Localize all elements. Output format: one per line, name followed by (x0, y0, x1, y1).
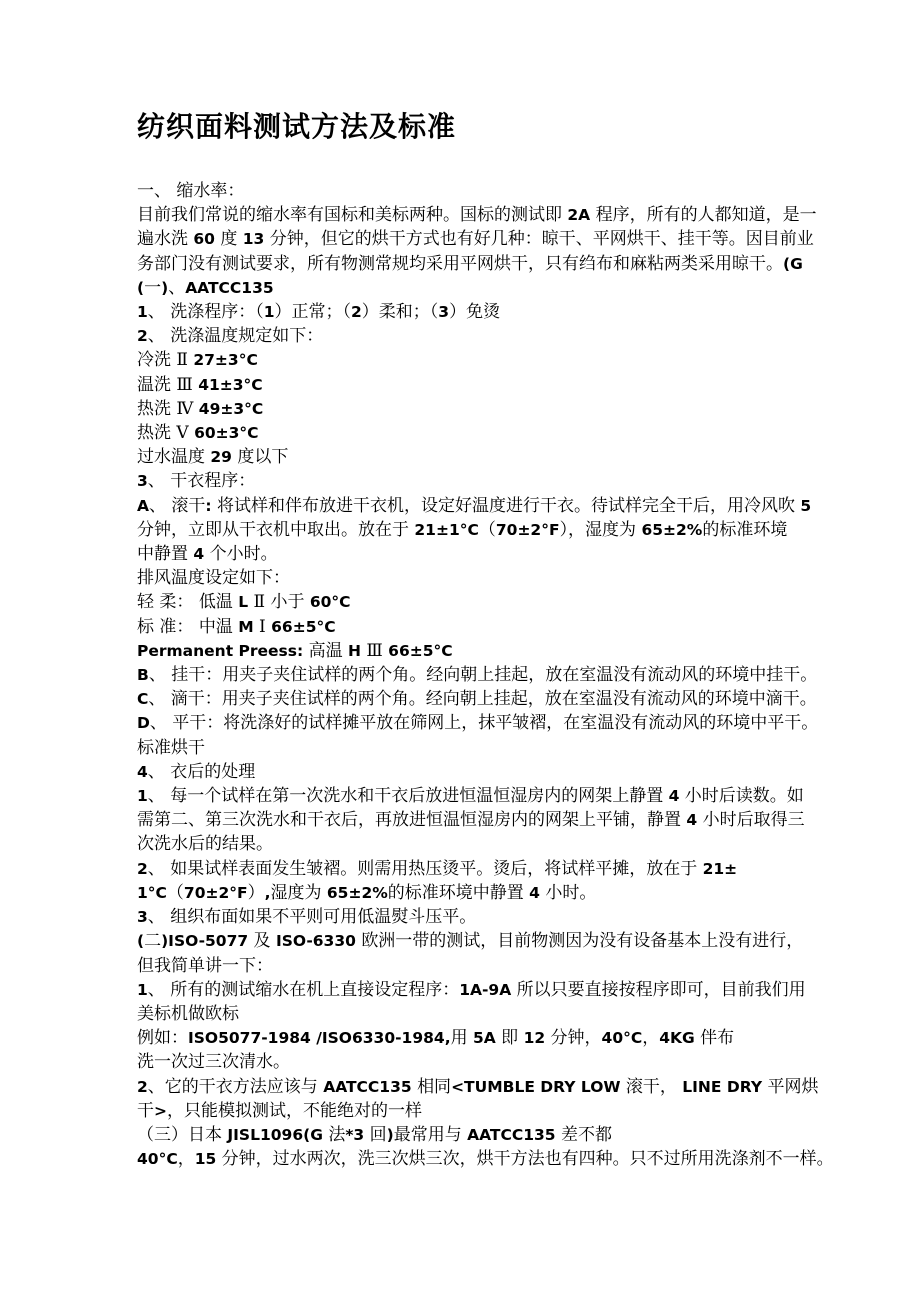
text-line: 4、 衣后的处理 (137, 761, 256, 782)
latin-text-run (171, 400, 176, 418)
text-line: 中静置 4 个小时。 (137, 544, 278, 565)
latin-text-run: 66±5°C (265, 617, 336, 636)
document-title: 纺织面料测试方法及标准 (137, 110, 457, 143)
text-line: 2、 如果试样表面发生皱褶。则需用热压烫平。烫后，将试样平摊，放在于 21± (137, 858, 738, 879)
latin-text-run: L (232, 593, 254, 612)
text-line: 一、 缩水率： (137, 181, 245, 201)
latin-text-run: 49±3°C (193, 399, 264, 418)
text-line: 干>，只能模拟测试，不能绝对的一样 (137, 1100, 422, 1121)
latin-text-run: 5 (795, 496, 812, 515)
text-line: 但我简单讲一下： (137, 955, 273, 976)
text-line: 1、 洗涤程序：（1）正常；（2）柔和；（3）免烫 (137, 302, 501, 323)
latin-text-run: ( (137, 278, 145, 297)
latin-text-run (165, 690, 170, 708)
latin-text-run: ISO5077-1984 /ISO6330-1984, (188, 1029, 451, 1048)
latin-text-run: 60°C (304, 593, 351, 612)
latin-text-run: 2 (137, 859, 148, 878)
text-line: 务部门没有测试要求，所有物测常规均采用平网烘干，只有绉布和麻粘两类采用晾干。(G (137, 253, 803, 274)
text-line: 2、 洗涤温度规定如下： (137, 326, 324, 347)
latin-text-run (171, 182, 176, 200)
latin-text-run: JISL1096(G (222, 1125, 329, 1144)
text-line: 热洗 Ⅴ 60±3°C (137, 423, 259, 444)
text-line: 热洗 Ⅳ 49±3°C (137, 398, 264, 419)
text-line: 3、 干衣程序： (137, 471, 256, 492)
latin-text-run (166, 666, 171, 684)
text-line: 1°C（70±2°F）,湿度为 65±2%的标准环境中静置 4 小时。 (137, 882, 597, 903)
latin-text-run (154, 593, 159, 611)
latin-text-run: 2A (562, 206, 596, 225)
latin-text-run (165, 860, 170, 878)
text-line: D、 平干：将洗涤好的试样摊平放在筛网上，抹平皱褶，在室温没有流动风的环境中平干。 (137, 713, 819, 734)
text-line: 轻 柔： 低温 L Ⅱ 小于 60°C (137, 592, 351, 613)
latin-text-run: H (342, 641, 367, 660)
latin-text-run: , (264, 883, 271, 902)
latin-text-run: AATCC135 (185, 278, 274, 297)
latin-text-run: ) (161, 278, 169, 297)
latin-text-run (167, 714, 172, 732)
latin-text-run: 4 (523, 883, 546, 902)
latin-text-run: 2 (137, 327, 148, 346)
latin-text-run (165, 327, 170, 345)
latin-text-run (171, 351, 176, 369)
latin-text-run: 1°C (137, 883, 167, 902)
latin-text-run: : (205, 496, 218, 515)
latin-text-run: 4KG (659, 1029, 701, 1048)
latin-text-run: 60 (188, 230, 221, 249)
latin-text-run (165, 763, 170, 781)
text-line: 目前我们常说的缩水率有国标和美标两种。国标的测试即 2A 程序，所有的人都知道，是一 (137, 205, 817, 226)
latin-text-run: <TUMBLE DRY LOW (451, 1077, 626, 1096)
latin-text-run: 1A-9A (459, 980, 517, 999)
latin-text-run: 1 (137, 980, 148, 999)
text-line: 2、它的干衣方法应该与 AATCC135 相同<TUMBLE DRY LOW 滚干， LINE DRY 平网烘 (137, 1076, 819, 1097)
latin-text-run: C (137, 690, 149, 709)
latin-text-run: 66±5°C (382, 641, 453, 660)
latin-text-run: ) (386, 1125, 394, 1144)
latin-text-run (193, 593, 198, 611)
document-body (137, 179, 837, 1171)
text-line: A、 滚干: 将试样和伴布放进干衣机，设定好温度进行干衣。待试样完全干后，用冷风吹 5 (137, 495, 812, 516)
latin-text-run (193, 618, 198, 636)
latin-text-run: )ISO-5077 (161, 932, 254, 951)
latin-text-run (154, 618, 159, 636)
latin-text-run: 40°C (137, 1150, 178, 1169)
latin-text-run (171, 424, 176, 442)
latin-text-run: Permanent Preess: (137, 641, 309, 660)
latin-text-run (166, 497, 171, 515)
text-line: 冷洗 Ⅱ 27±3°C (137, 350, 258, 371)
latin-text-run: 4 (188, 545, 210, 564)
text-line: Permanent Preess: 高温 H Ⅲ 66±5°C (137, 640, 453, 661)
text-line: 需第二、第三次洗水和干衣后，再放进恒温恒湿房内的网架上平铺，静置 4 小时后取得三 (137, 810, 805, 831)
text-line: （三）日本 JISL1096(G 法*3 回)最常用与 AATCC135 差不都 (137, 1124, 612, 1145)
latin-text-run: 4 (137, 762, 148, 781)
latin-text-run: ( (137, 932, 145, 951)
latin-text-run: 29 (205, 448, 238, 467)
latin-text-run: 65±2% (636, 520, 703, 539)
latin-text-run: 21± (697, 859, 738, 878)
latin-text-run: 60±3°C (188, 424, 259, 443)
text-line: 次洗水后的结果。 (137, 834, 273, 855)
latin-text-run: (G (783, 254, 803, 273)
latin-text-run: 3 (137, 908, 148, 927)
text-line: (一)、AATCC135 (137, 277, 274, 298)
text-line: 1、 所有的测试缩水在机上直接设定程序：1A-9A 所以只要直接按程序即可，目前我们用 (137, 979, 806, 1000)
text-line: 标准烘干 (137, 737, 205, 758)
text-line: 分钟，立即从干衣机中取出。放在于 21±1°C（70±2°F），湿度为 65±2%的标准环境 (137, 519, 788, 540)
text-line: 洗一次过三次清水。 (137, 1052, 290, 1073)
latin-text-run: 27±3°C (187, 351, 258, 370)
latin-text-run: ISO-6330 (270, 932, 362, 951)
text-line: 3、 组织布面如果不平则可用低温熨斗压平。 (137, 907, 477, 928)
text-line: 1、 每一个试样在第一次洗水和干衣后放进恒温恒湿房内的网架上静置 4 小时后读数。如 (137, 786, 804, 807)
latin-text-run: 21±1°C (409, 520, 479, 539)
latin-text-run: AATCC135 (317, 1077, 418, 1096)
latin-text-run: 12 (518, 1029, 551, 1048)
latin-text-run (171, 376, 176, 394)
latin-text-run: 5A (467, 1029, 502, 1048)
latin-text-run: A (137, 496, 149, 515)
latin-text-run (165, 472, 170, 490)
latin-text-run: 2 (351, 303, 362, 322)
text-line: 美标机做欧标 (137, 1003, 239, 1024)
text-line: 温洗 Ⅲ 41±3°C (137, 374, 263, 395)
text-line: 例如：ISO5077-1984 /ISO6330-1984,用 5A 即 12 分钟，40°C，4KG 伴布 (137, 1028, 735, 1049)
text-line: 40°C，15 分钟，过水两次，洗三次烘三次，烘干方法也有四种。只不过所用洗涤剂不一样。 (137, 1149, 834, 1170)
latin-text-run: 4 (681, 811, 703, 830)
latin-text-run: M (232, 617, 260, 636)
latin-text-run: *3 (345, 1125, 370, 1144)
latin-text-run: 70±2°F (183, 883, 248, 902)
latin-text-run: 40°C (601, 1029, 643, 1048)
latin-text-run: 3 (438, 303, 450, 322)
latin-text-run: 4 (663, 787, 685, 806)
latin-text-run (165, 787, 170, 805)
latin-text-run: 15 (194, 1150, 222, 1169)
text-line: (二)ISO-5077 及 ISO-6330 欧洲一带的测试，目前物测因为没有设备基本上没有进行， (137, 931, 804, 952)
latin-text-run: > (154, 1101, 167, 1120)
text-line: 标 准： 中温 M Ⅰ 66±5°C (137, 616, 336, 637)
latin-text-run: B (137, 666, 149, 685)
latin-text-run (165, 303, 170, 321)
latin-text-run: LINE DRY (676, 1077, 768, 1096)
latin-text-run (265, 593, 270, 611)
latin-text-run: 13 (237, 230, 270, 249)
latin-text-run: 1 (263, 303, 275, 322)
latin-text-run: 41±3°C (192, 375, 263, 394)
latin-text-run: 1 (137, 787, 148, 806)
text-line: B、 挂干：用夹子夹住试样的两个角。经向朝上挂起，放在室温没有流动风的环境中挂干。 (137, 665, 818, 686)
latin-text-run: 2 (137, 1077, 148, 1096)
latin-text-run: D (137, 714, 150, 733)
text-line: C、 滴干：用夹子夹住试样的两个角。经向朝上挂起，放在室温没有流动风的环境中滴干。 (137, 689, 817, 710)
latin-text-run: 1 (137, 303, 148, 322)
latin-text-run: AATCC135 (461, 1125, 561, 1144)
latin-text-run (165, 908, 170, 926)
latin-text-run (165, 981, 170, 999)
latin-text-run: 65±2% (321, 883, 388, 902)
latin-text-run: 70±2°F (495, 520, 560, 539)
text-line: 遍水洗 60 度 13 分钟，但它的烘干方式也有好几种：晾干、平网烘干、挂干等。因目前业 (137, 229, 814, 250)
text-line: 过水温度 29 度以下 (137, 447, 289, 468)
text-line: 排风温度设定如下： (137, 568, 290, 589)
latin-text-run: 3 (137, 472, 148, 491)
